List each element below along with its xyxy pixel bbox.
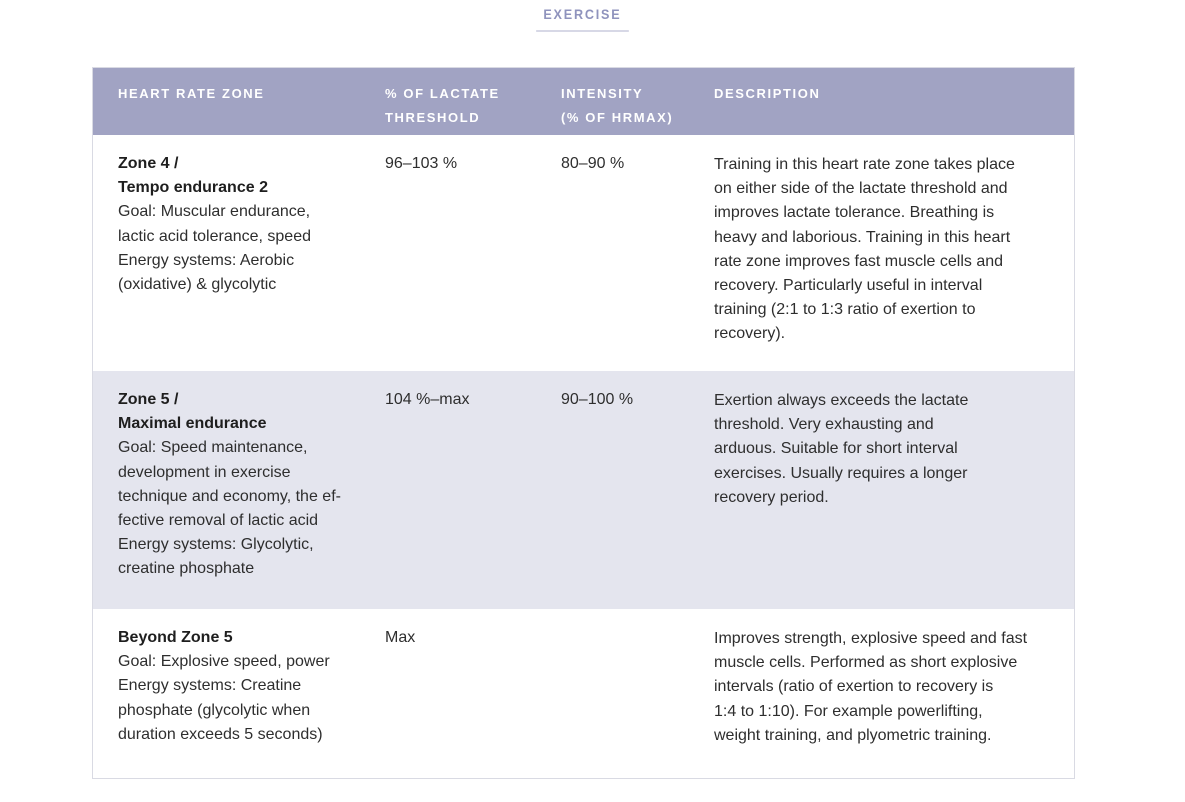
description-line: recovery. Particularly useful in interval [714,277,983,295]
intensity-value: 80–90 % [561,155,625,172]
table-header-row [93,68,1074,135]
cell-intensity [561,152,701,176]
header-description [714,82,1059,106]
header-line: INTENSITY [561,86,644,101]
header-heart-rate-zone [118,82,368,106]
intensity-value: 90–100 % [561,391,634,408]
zone-detail-line: fective removal of lactic acid [118,512,319,530]
zone-detail-line: Energy systems: Creatine [118,677,302,695]
description-line: Improves strength, explosive speed and fast [714,630,1028,647]
header-line: % OF LACTATE [385,86,500,101]
description-line: threshold. Very exhausting and [714,416,934,434]
description-line: improves lactate tolerance. Breathing is [714,204,995,222]
cell-lactate-threshold [385,152,545,176]
description-line: recovery period. [714,488,829,506]
cell-heart-rate-zone [118,152,368,297]
description-line: weight training, and plyometric training. [714,726,992,744]
zone-detail-line: creatine phosphate [118,560,255,578]
lactate-threshold-value: 104 %–max [385,391,470,408]
zone-detail-line: lactic acid tolerance, speed [118,227,311,245]
table-row-zone-4 [93,135,1074,371]
zone-detail-line: development in exercise [118,463,291,481]
header-line: THRESHOLD [385,110,481,125]
zone-detail-line: (oxidative) & glycolytic [118,276,277,294]
description-line: on either side of the lactate threshold and [714,180,1008,198]
description-line: Training in this heart rate zone takes place [714,156,1015,173]
cell-description [714,153,1059,347]
description-line: Exertion always exceeds the lactate [714,392,969,409]
zone-detail-line: technique and economy, the ef- [118,487,341,505]
lactate-threshold-value: Max [385,629,416,646]
section-header [0,6,1165,32]
section-title: EXERCISE [536,6,629,32]
header-line: (% OF HRMAX) [561,110,674,125]
zone-detail-line: phosphate (glycolytic when [118,701,311,719]
table-row-beyond-zone-5 [93,609,1074,779]
cell-description [714,389,1059,510]
description-line: rate zone improves fast muscle cells and [714,252,1004,270]
cell-lactate-threshold [385,388,545,412]
cell-heart-rate-zone [118,388,368,582]
lactate-threshold-value: 96–103 % [385,155,458,172]
zone-detail-line: Goal: Explosive speed, power [118,653,330,671]
zone-detail-line: Energy systems: Aerobic [118,251,295,269]
zone-detail-line: Goal: Speed maintenance, [118,439,308,457]
header-line: DESCRIPTION [714,86,821,101]
zone-name-line: Tempo endurance 2 [118,179,268,197]
zone-detail-line: Goal: Muscular endurance, [118,203,311,221]
description-line: intervals (ratio of exertion to recovery is [714,678,994,696]
description-line: exercises. Usually requires a longer [714,464,968,482]
heart-rate-zone-table [92,67,1075,779]
zone-name-line: Maximal endurance [118,415,267,433]
zone-detail-line: duration exceeds 5 seconds) [118,725,323,743]
description-line: muscle cells. Performed as short explosive [714,654,1018,672]
header-line: HEART RATE ZONE [118,86,265,101]
cell-intensity [561,388,701,412]
cell-description [714,627,1059,748]
zone-name-line: Zone 4 / [118,155,179,172]
cell-heart-rate-zone [118,626,368,747]
cell-lactate-threshold [385,626,545,650]
table-row-zone-5 [93,371,1074,609]
header-intensity [561,82,701,130]
zone-name-line: Zone 5 / [118,391,179,408]
description-line: 1:4 to 1:10). For example powerlifting, [714,702,983,720]
zone-name-line: Beyond Zone 5 [118,629,233,646]
description-line: heavy and laborious. Training in this heart [714,228,1011,246]
header-lactate-threshold [385,82,545,130]
zone-detail-line: Energy systems: Glycolytic, [118,536,314,554]
description-line: arduous. Suitable for short interval [714,440,958,458]
description-line: recovery). [714,325,786,343]
description-line: training (2:1 to 1:3 ratio of exertion to [714,301,976,319]
